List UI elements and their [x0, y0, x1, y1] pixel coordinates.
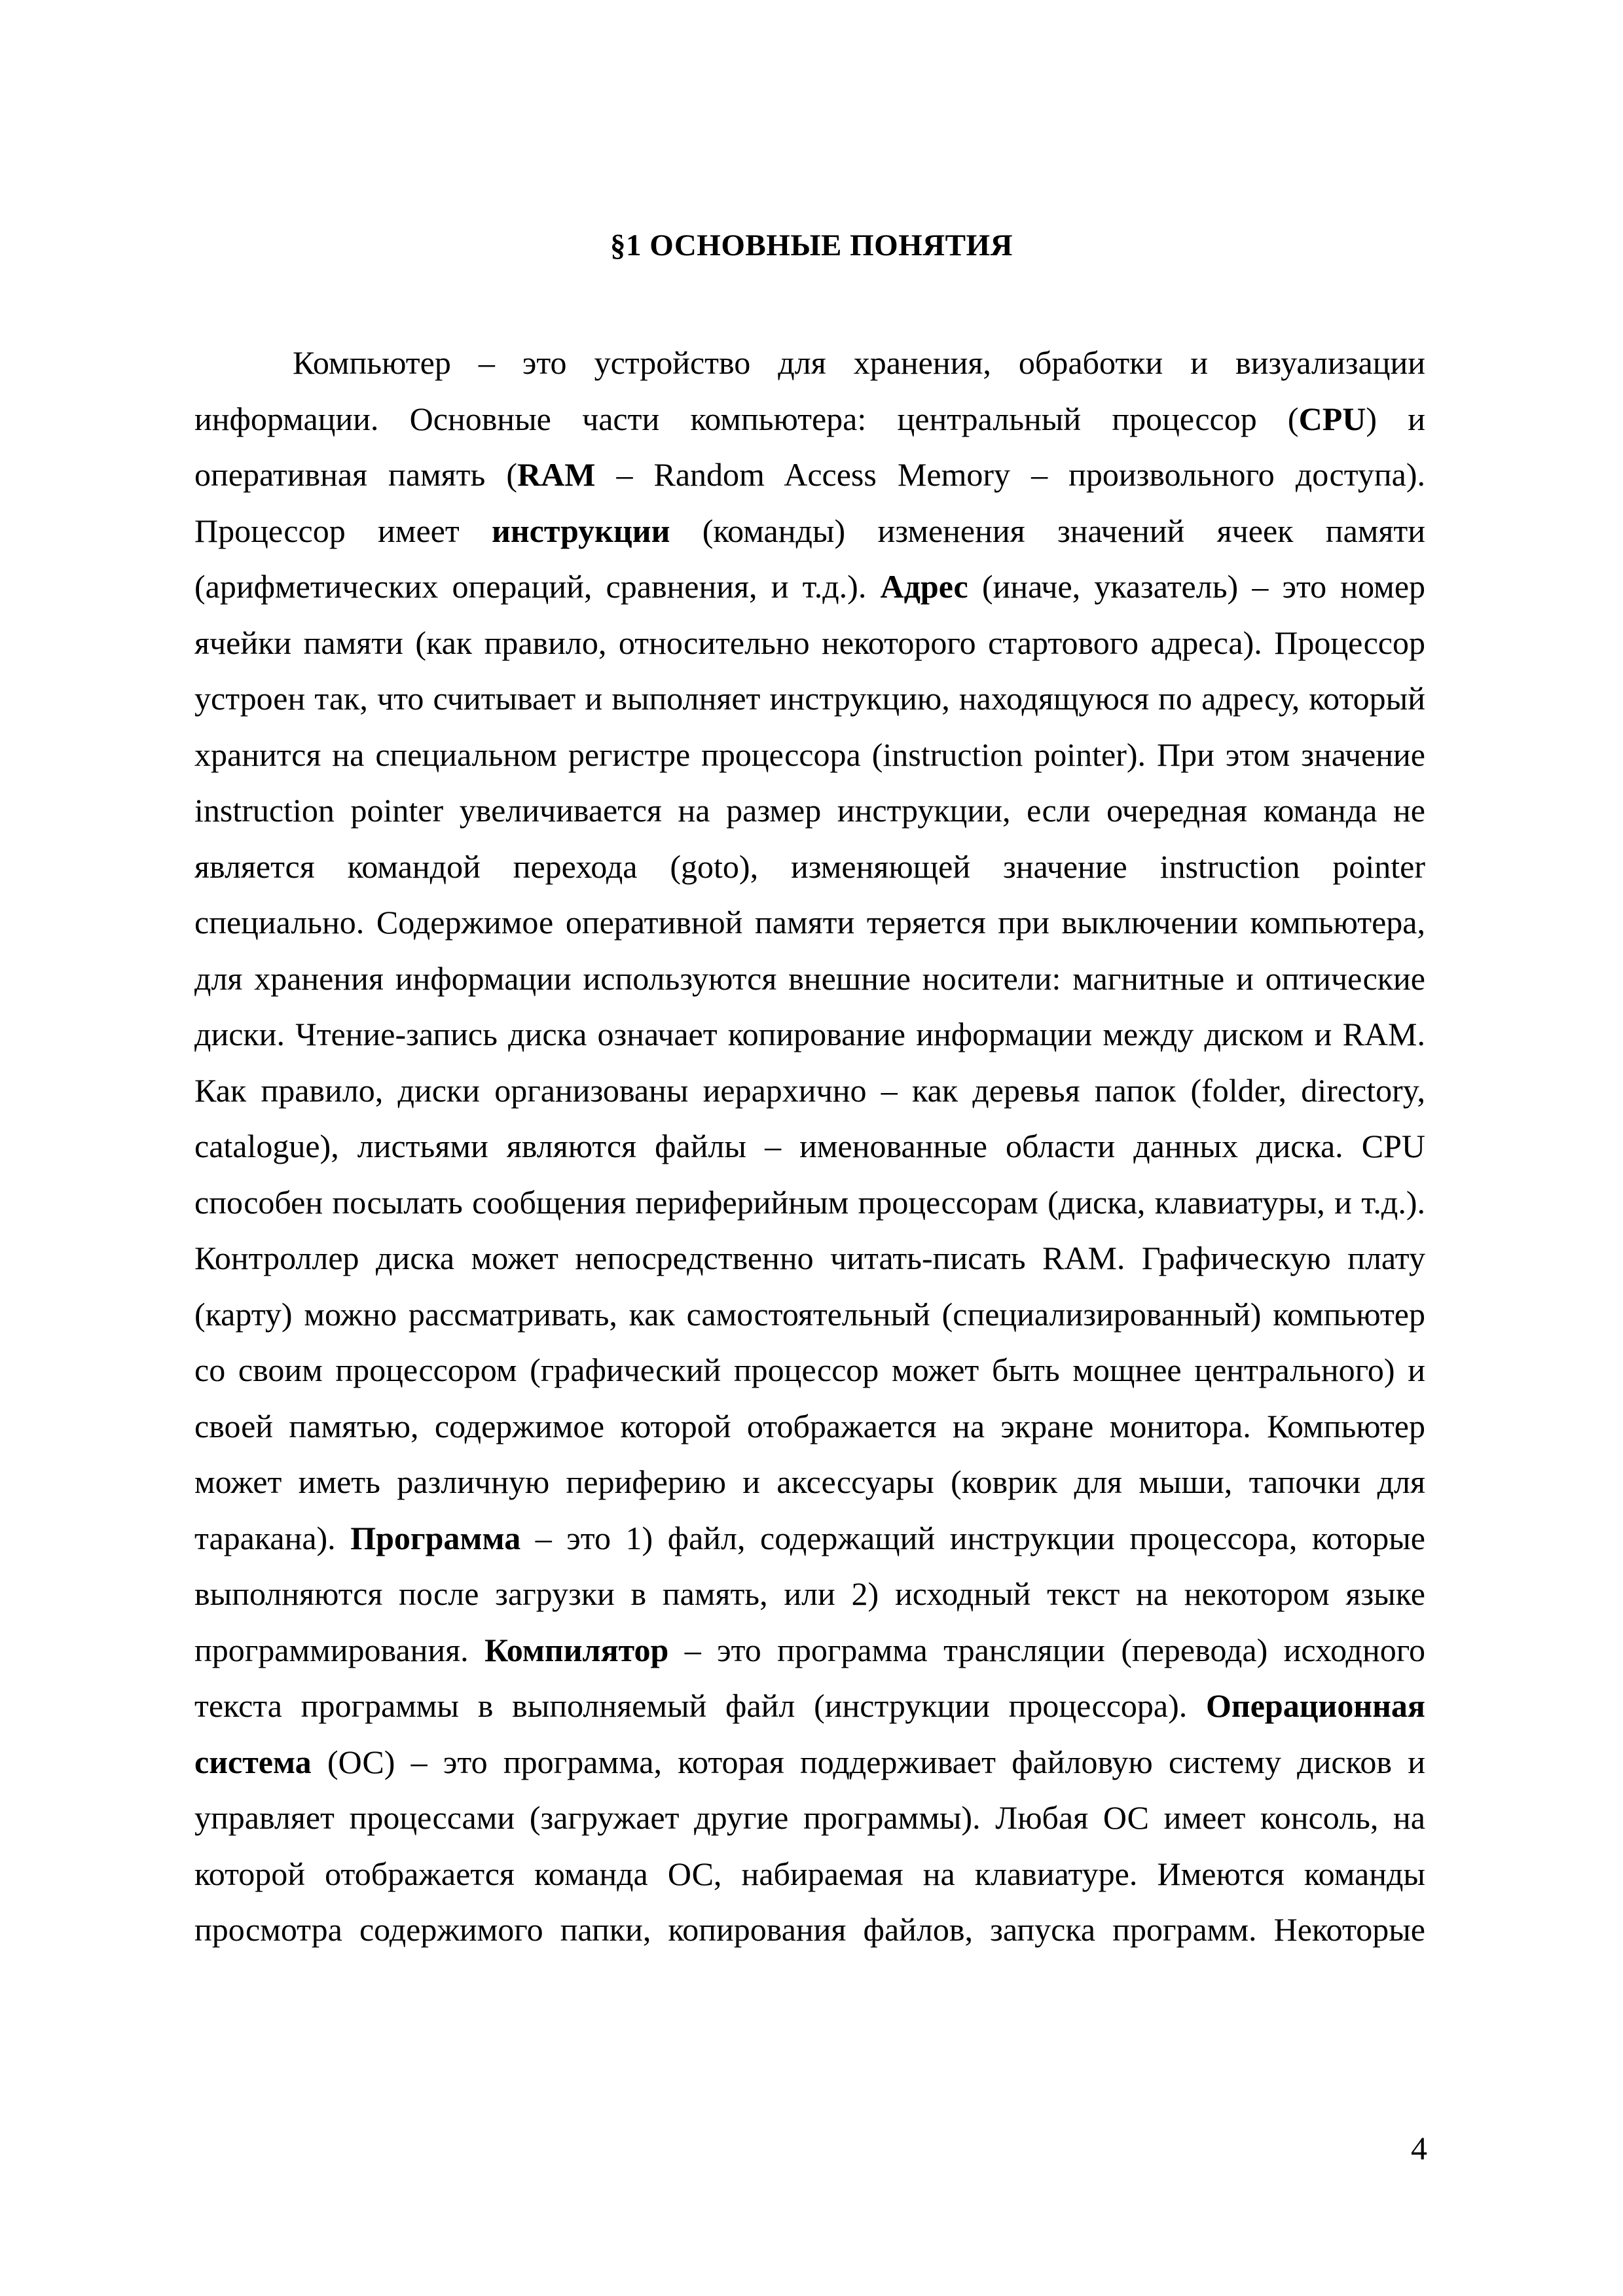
text-segment: catalogue), листьями являются файлы – именованные области данных диска. CPU — [194, 1128, 1425, 1164]
text-segment: устроен так, что считывает и выполняет инструкцию, находящуюся по адресу, который — [194, 680, 1425, 717]
text-segment: instruction pointer увеличивается на размер инструкции, если очередная команда не — [194, 792, 1425, 829]
text-segment: (арифметических операций, сравнения, и т.д.). — [194, 568, 881, 605]
text-segment: таракана). — [194, 1519, 351, 1556]
text-line — [194, 783, 1425, 839]
text-line — [194, 447, 1425, 503]
text-line — [194, 1566, 1425, 1623]
text-segment: (иначе, указатель) – это номер — [968, 568, 1426, 605]
text-segment: своей памятью, содержимое которой отображается на экране монитора. Компьютер — [194, 1407, 1425, 1444]
text-line — [194, 839, 1425, 895]
text-line — [194, 1734, 1425, 1791]
text-line — [194, 1119, 1425, 1175]
bold-term: система — [194, 1743, 312, 1780]
text-line — [194, 559, 1425, 615]
text-segment: со своим процессором (графический процессор может быть мощнее центрального) и — [194, 1352, 1425, 1388]
text-segment: программирования. — [194, 1631, 485, 1668]
bold-term: Адрес — [880, 568, 968, 605]
text-segment: (ОС) – это программа, которая поддерживает файловую систему дисков и — [311, 1743, 1425, 1780]
bold-term: Программа — [350, 1519, 521, 1556]
text-segment: оперативная память ( — [194, 456, 517, 493]
text-segment: Контроллер диска может непосредственно читать-писать RAM. Графическую плату — [194, 1240, 1425, 1276]
text-line — [194, 1399, 1425, 1455]
text-line — [194, 1287, 1425, 1343]
text-line — [194, 951, 1425, 1007]
text-segment: (команды) изменения значений ячеек памяти — [670, 512, 1426, 549]
bold-term: RAM — [517, 456, 596, 493]
text-line — [194, 1623, 1425, 1679]
bold-term: CPU — [1298, 400, 1366, 437]
text-segment: управляет процессами (загружает другие программы). Любая ОС имеет консоль, на — [194, 1799, 1425, 1836]
text-line — [194, 615, 1425, 672]
text-segment: Как правило, диски организованы иерархично – как деревья папок (folder, directory, — [194, 1071, 1425, 1109]
text-line — [194, 1063, 1425, 1119]
bold-term: Компилятор — [484, 1631, 669, 1668]
text-segment: диски. Чтение-запись диска означает копирование информации между диском и RAM. — [194, 1016, 1425, 1052]
text-segment: текста программы в выполняемый файл (инструкции процессора). — [194, 1687, 1206, 1724]
text-line — [194, 1007, 1425, 1063]
text-line — [194, 1342, 1425, 1399]
text-segment: Компьютер – это устройство для хранения, обработки и визуализации — [293, 344, 1425, 381]
text-segment: специально. Содержимое оперативной памяти теряется при выключении компьютера, — [194, 904, 1425, 941]
text-segment: Процессор имеет — [194, 512, 492, 549]
text-segment: просмотра содержимого папки, копирования файлов, запуска программ. Некоторые — [194, 1911, 1425, 1948]
text-line — [194, 1454, 1425, 1511]
text-line — [194, 1846, 1425, 1903]
text-segment: хранится на специальном регистре процессора (instruction pointer). При этом значение — [194, 736, 1425, 773]
body-paragraph — [194, 335, 1425, 1958]
text-segment: ячейки памяти (как правило, относительно некоторого стартового адреса). Процессор — [194, 624, 1425, 661]
text-segment: информации. Основные части компьютера: центральный процессор ( — [194, 400, 1299, 437]
text-line — [194, 727, 1425, 783]
bold-term: инструкции — [492, 512, 670, 549]
text-line — [194, 1511, 1425, 1567]
text-segment: способен посылать сообщения периферийным процессорам (диска, клавиатуры, и т.д.). — [194, 1183, 1425, 1221]
text-line — [194, 1230, 1425, 1287]
text-segment: является командой перехода (goto), изменяющей значение instruction pointer — [194, 848, 1425, 885]
text-line — [194, 1678, 1425, 1734]
text-line — [194, 335, 1425, 391]
text-line — [194, 671, 1425, 727]
text-segment: для хранения информации используются внешние носители: магнитные и оптические — [194, 960, 1425, 997]
section-heading: §1 ОСНОВНЫЕ ПОНЯТИЯ — [610, 228, 1013, 262]
bold-term: Операционная — [1206, 1687, 1425, 1724]
text-segment: которой отображается команда ОС, набираемая на клавиатуре. Имеются команды — [194, 1855, 1425, 1892]
text-segment: выполняются после загрузки в память, или 2) исходный текст на некотором языке — [194, 1575, 1425, 1612]
text-line — [194, 1175, 1425, 1231]
page-number: 4 — [1411, 2130, 1427, 2166]
text-segment: – Random Access Memory – произвольного доступа). — [595, 456, 1425, 493]
text-segment: – это 1) файл, содержащий инструкции процессора, которые — [520, 1519, 1425, 1556]
text-line — [194, 391, 1425, 448]
text-line — [194, 1902, 1425, 1958]
text-segment: может иметь различную периферию и аксессуары (коврик для мыши, тапочки для — [194, 1463, 1425, 1500]
text-line — [194, 895, 1425, 951]
text-segment: ) и — [1366, 400, 1425, 437]
text-line — [194, 1790, 1425, 1846]
text-segment: – это программа трансляции (перевода) исходного — [668, 1631, 1426, 1668]
text-line — [194, 503, 1425, 560]
text-segment: (карту) можно рассматривать, как самостоятельный (специализированный) компьютер — [194, 1295, 1425, 1333]
